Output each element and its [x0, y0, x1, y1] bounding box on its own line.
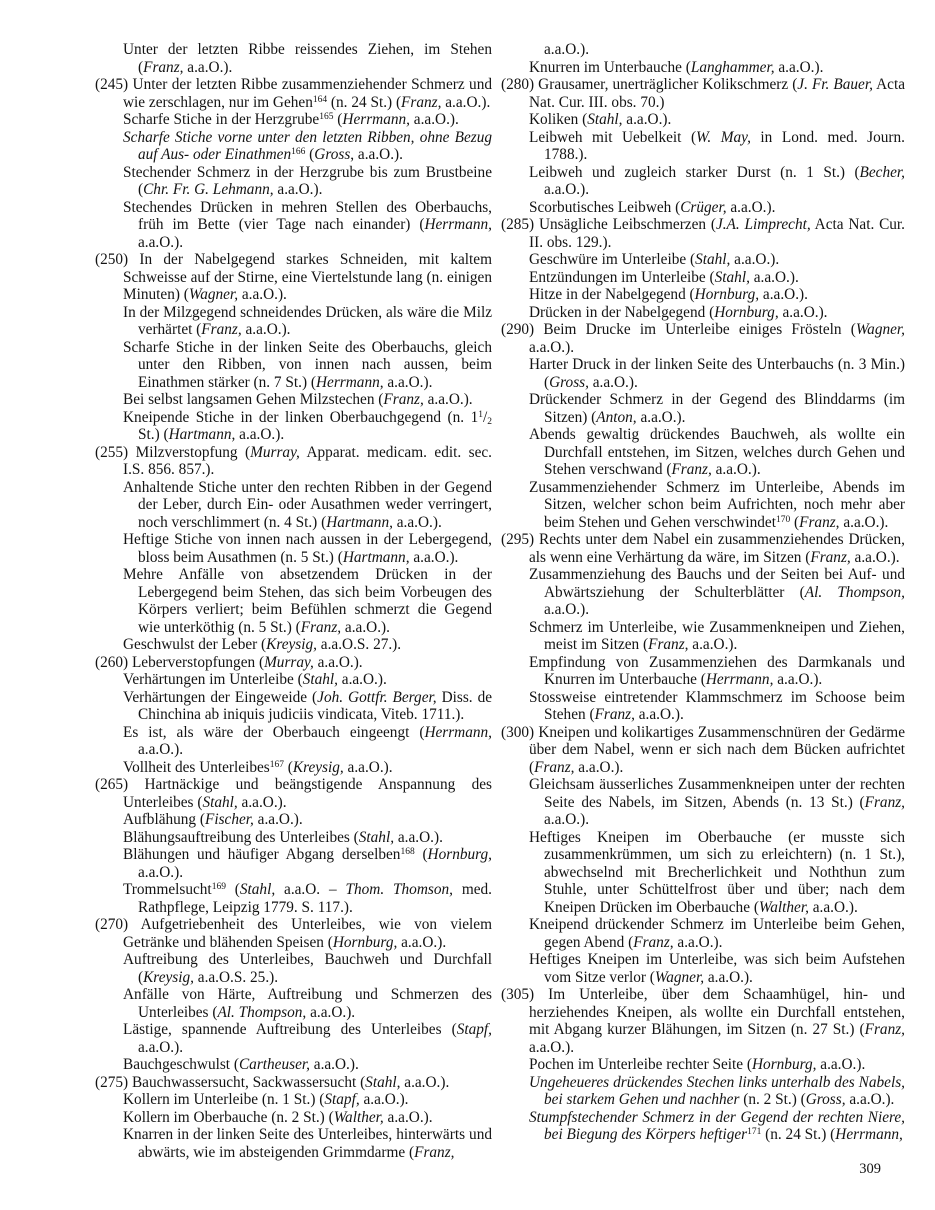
page-number: 309	[859, 1161, 881, 1177]
symptom-entry: Zusammenziehung des Bauchs und der Seiten bei Auf- und Abwärtsziehung der Schulterblätter (Al. Thompson, a.a.O.).	[529, 566, 905, 618]
symptom-entry: Pochen im Unterleibe rechter Seite (Hornburg, a.a.O.).	[529, 1056, 866, 1073]
symptom-entry: Zusammenziehender Schmerz im Unterleibe, Abends im Sitzen, welcher schon beim Aufrichten, noch mehr aber beim Stehen und Gehen verschwindet$^{170}$ (Franz, a.a.O.).	[529, 478, 905, 531]
text-column-left	[95, 41, 492, 1161]
symptom-entry: Mehre Anfälle von absetzendem Drücken in der Lebergegend beim Stehen, das sich beim Vorbeugen des Körpers verliert; beim Befühlen schmerzt die Gegend wie unterköthig (n. 5 St.) (Franz, a.a.O.).	[123, 566, 492, 636]
symptom-entry: In der Milzgegend schneidendes Drücken, als wäre die Milz verhärtet (Franz, a.a.O.).	[123, 303, 492, 338]
symptom-entry: Kneipende Stiche in der linken Oberbauchgegend (n. $1^1/_2$ St.) (Hartmann, a.a.O.).	[123, 408, 492, 443]
symptom-entry: Aufblähung (Fischer, a.a.O.).	[123, 811, 303, 828]
symptom-entry: Lästige, spannende Auftreibung des Unterleibes (Stapf, a.a.O.).	[123, 1021, 492, 1056]
symptom-entry: Harter Druck in der linken Seite des Unterbauchs (n. 3 Min.) (Gross, a.a.O.).	[529, 356, 905, 391]
symptom-entry: Hitze in der Nabelgegend (Hornburg, a.a.O.).	[529, 286, 808, 303]
symptom-entry: a.a.O.).	[544, 41, 590, 58]
symptom-entry: Blähungen und häufiger Abgang derselben$^{168}$ (Hornburg, a.a.O.).	[123, 846, 492, 881]
symptom-entry: (270) Aufgetriebenheit des Unterleibes, wie von vielem Getränke und blähenden Speisen (Hornburg, a.a.O.).	[95, 916, 492, 951]
symptom-entry: (250) In der Nabelgegend starkes Schneiden, mit kaltem Schweisse auf der Stirne, eine Viertelstunde lang (n. einigen Minuten) (Wagner, a.a.O.).	[95, 251, 492, 303]
symptom-entry: Scharfe Stiche in der Herzgrube$^{165}$ (Herrmann, a.a.O.).	[123, 111, 459, 128]
symptom-entry: Gleichsam äusserliches Zusammenkneipen unter der rechten Seite des Nabels, im Sitzen, Abends (n. 13 St.) (Franz, a.a.O.).	[529, 776, 905, 828]
symptom-entry: Stechender Schmerz in der Herzgrube bis zum Brustbeine (Chr. Fr. G. Lehmann, a.a.O.).	[123, 163, 492, 198]
symptom-entry: Geschwüre im Unterleibe (Stahl, a.a.O.).	[529, 251, 780, 268]
symptom-entry: Drückender Schmerz in der Gegend des Blinddarms (im Sitzen) (Anton, a.a.O.).	[529, 391, 905, 426]
symptom-entry: (260) Leberverstopfungen (Murray, a.a.O.).	[95, 653, 363, 671]
symptom-entry: Scharfe Stiche vorne unter den letzten Ribben, ohne Bezug auf Aus- oder Einathmen$^{166}$ (Gross, a.a.O.).	[123, 128, 492, 163]
symptom-entry: Stechendes Drücken in mehren Stellen des Oberbauchs, früh im Bette (vier Tage nach einander) (Herrmann, a.a.O.).	[123, 198, 492, 251]
symptom-entry: Auftreibung des Unterleibes, Bauchweh und Durchfall (Kreysig, a.a.O.S. 25.).	[123, 951, 492, 986]
symptom-entry: Blähungsauftreibung des Unterleibes (Stahl, a.a.O.).	[123, 828, 443, 846]
symptom-entry: Heftige Stiche von innen nach aussen in der Lebergegend, bloss beim Ausathmen (n. 5 St.) (Hartmann, a.a.O.).	[123, 531, 492, 566]
symptom-entry: Geschwulst der Leber (Kreysig, a.a.O.S. 27.).	[123, 636, 402, 653]
symptom-entry: (265) Hartnäckige und beängstigende Anspannung des Unterleibes (Stahl, a.a.O.).	[95, 776, 492, 811]
symptom-entry: (295) Rechts unter dem Nabel ein zusammenziehendes Drücken, als wenn eine Verhärtung da wäre, im Sitzen (Franz, a.a.O.).	[501, 531, 905, 566]
symptom-entry: Unter der letzten Ribbe reissendes Ziehen, im Stehen (Franz, a.a.O.).	[123, 41, 492, 76]
symptom-entry: Knarren in der linken Seite des Unterleibes, hinterwärts und abwärts, wie im absteigenden Grimmdarme (Franz,	[123, 1126, 492, 1161]
symptom-entry: Stumpfstechender Schmerz in der Gegend der rechten Niere, bei Biegung des Körpers heftiger$^{171}$ (n. 24 St.) (Herrmann,	[529, 1108, 905, 1143]
text-column-right	[501, 41, 905, 1161]
symptom-entry: Bauchgeschwulst (Cartheuser, a.a.O.).	[123, 1056, 359, 1073]
symptom-entry: (245) Unter der letzten Ribbe zusammenziehender Schmerz und wie zerschlagen, nur im Gehen$^{164}$ (n. 24 St.) (Franz, a.a.O.).	[95, 76, 492, 111]
symptom-entry: Anfälle von Härte, Auftreibung und Schmerzen des Unterleibes (Al. Thompson, a.a.O.).	[123, 986, 492, 1021]
symptom-entry: Empfindung von Zusammenziehen des Darmkanals und Knurren im Unterbauche (Herrmann, a.a.O.).	[529, 653, 905, 688]
symptom-entry: Kollern im Unterleibe (n. 1 St.) (Stapf, a.a.O.).	[123, 1091, 409, 1108]
symptom-entry: Vollheit des Unterleibes$^{167}$ (Kreysig, a.a.O.).	[123, 758, 393, 776]
symptom-entry: Es ist, als wäre der Oberbauch eingeengt (Herrmann, a.a.O.).	[123, 723, 492, 758]
symptom-entry: Abends gewaltig drückendes Bauchweh, als wollte ein Durchfall entstehen, im Sitzen, welches durch Gehen und Stehen verschwand (Franz, a.a.O.).	[529, 426, 905, 478]
symptom-entry: Schmerz im Unterleibe, wie Zusammenkneipen und Ziehen, meist im Sitzen (Franz, a.a.O.).	[529, 618, 905, 653]
symptom-entry: Knurren im Unterbauche (Langhammer, a.a.O.).	[529, 58, 824, 76]
symptom-entry: Heftiges Kneipen im Oberbauche (er musste sich zusammenkrümmen, um sich zu erleichtern) (n. 1 St.), abwechselnd mit Brecherlichkeit und Noththun zum Stuhle, unter Schüttelfrost über und über; nach dem Kneipen Drücken im Oberbauche (Walther, a.a.O.).	[529, 828, 905, 916]
symptom-entry: (290) Beim Drucke im Unterleibe einiges Frösteln (Wagner, a.a.O.).	[501, 321, 905, 356]
page-columns	[95, 41, 905, 1161]
symptom-entry: Trommelsucht$^{169}$ (Stahl, a.a.O. – Thom. Thomson, med. Rathpflege, Leipzig 1779. S. 117.).	[123, 881, 492, 916]
symptom-entry: Leibweh mit Uebelkeit (W. May, in Lond. med. Journ. 1788.).	[529, 128, 905, 163]
symptom-entry: Kneipend drückender Schmerz im Unterleibe beim Gehen, gegen Abend (Franz, a.a.O.).	[529, 916, 905, 951]
symptom-entry: Heftiges Kneipen im Unterleibe, was sich beim Aufstehen vom Sitze verlor (Wagner, a.a.O.).	[529, 951, 905, 986]
symptom-entry: (300) Kneipen und kolikartiges Zusammenschnüren der Gedärme über dem Nabel, wenn er sich nach dem Bücken aufrichtet (Franz, a.a.O.).	[501, 723, 905, 776]
symptom-entry: Scorbutisches Leibweh (Crüger, a.a.O.).	[529, 198, 776, 216]
symptom-entry: (275) Bauchwassersucht, Sackwassersucht (Stahl, a.a.O.).	[95, 1073, 450, 1091]
symptom-entry: (255) Milzverstopfung (Murray, Apparat. medicam. edit. sec. I.S. 856. 857.).	[95, 443, 492, 478]
symptom-entry: Verhärtungen im Unterleibe (Stahl, a.a.O.).	[123, 671, 387, 688]
symptom-entry: Koliken (Stahl, a.a.O.).	[529, 111, 672, 128]
symptom-entry: Ungeheueres drückendes Stechen links unterhalb des Nabels, bei starkem Gehen und nachher (n. 2 St.) (Gross, a.a.O.).	[529, 1073, 905, 1108]
symptom-entry: Bei selbst langsamen Gehen Milzstechen (Franz, a.a.O.).	[123, 391, 473, 408]
symptom-entry: Entzündungen im Unterleibe (Stahl, a.a.O.).	[529, 268, 799, 286]
symptom-entry: Verhärtungen der Eingeweide (Joh. Gottfr. Berger, Diss. de Chinchina ab iniquis judiciis vindicata, Viteb. 1711.).	[123, 688, 493, 723]
symptom-entry: (305) Im Unterleibe, über dem Schaamhügel, hin- und herziehendes Kneipen, als wollte ein Durchfall entstehen, mit Abgang kurzer Blähungen, im Sitzen (n. 27 St.) (Franz, a.a.O.).	[501, 986, 905, 1056]
symptom-entry: Scharfe Stiche in der linken Seite des Oberbauchs, gleich unter den Ribben, von innen nach aussen, beim Einathmen stärker (n. 7 St.) (Herrmann, a.a.O.).	[123, 338, 492, 391]
symptom-entry: Anhaltende Stiche unter den rechten Ribben in der Gegend der Leber, durch Ein- oder Ausathmen weder verringert, noch verschlimmert (n. 4 St.) (Hartmann, a.a.O.).	[123, 478, 492, 531]
symptom-entry: Drücken in der Nabelgegend (Hornburg, a.a.O.).	[529, 303, 828, 321]
symptom-entry: (285) Unsägliche Leibschmerzen (J.A. Limprecht, Acta Nat. Cur. II. obs. 129.).	[501, 216, 906, 251]
symptom-entry: Kollern im Oberbauche (n. 2 St.) (Walther, a.a.O.).	[123, 1108, 433, 1126]
symptom-entry: (280) Grausamer, unerträglicher Kolikschmerz (J. Fr. Bauer, Acta Nat. Cur. III. obs. 70.)	[501, 76, 906, 111]
symptom-entry: Leibweh und zugleich starker Durst (n. 1 St.) (Becher, a.a.O.).	[529, 163, 905, 198]
symptom-entry: Stossweise eintretender Klammschmerz im Schoose beim Stehen (Franz, a.a.O.).	[529, 688, 905, 723]
